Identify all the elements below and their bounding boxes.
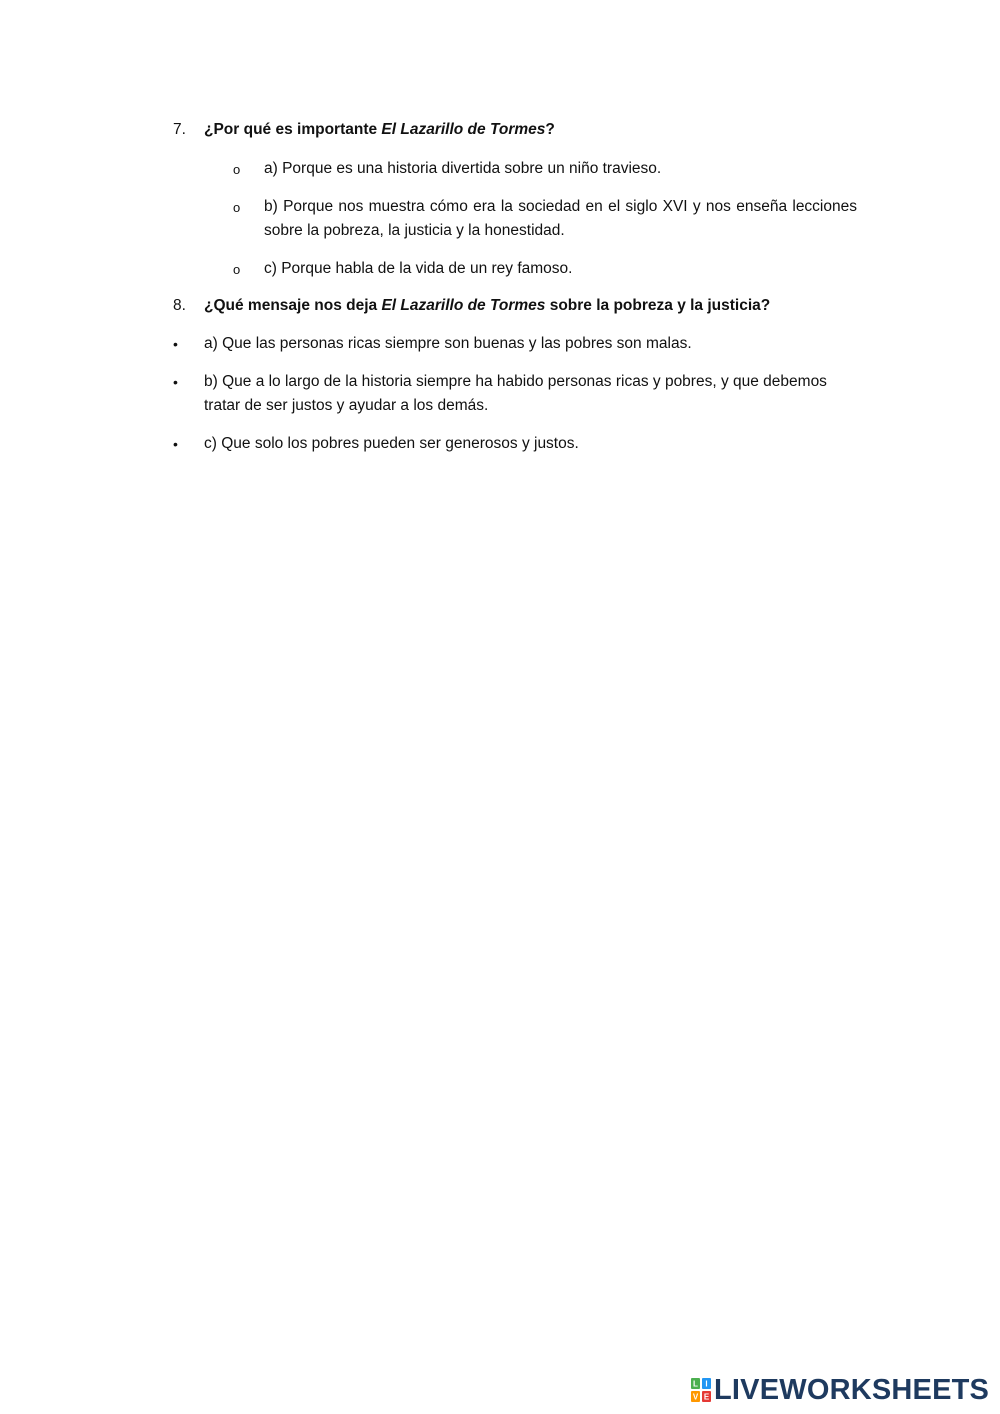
- mark-letter: E: [703, 1392, 710, 1402]
- option-7a[interactable]: [233, 157, 857, 182]
- question-text: [204, 118, 863, 142]
- option-text: b) Porque nos muestra cómo era la sociedad en el siglo XVI y nos enseña lecciones sobre la pobreza, la justicia y la honestidad.: [264, 198, 857, 239]
- option-text: c) Que solo los pobres pueden ser generosos y justos.: [204, 435, 579, 452]
- option-7c[interactable]: [233, 257, 857, 282]
- question-8: [173, 294, 863, 318]
- question-text-part: ¿Qué mensaje nos deja: [204, 297, 382, 314]
- question-text-part: ¿Por qué es importante: [204, 121, 382, 138]
- circle-bullet-icon: o: [233, 200, 241, 215]
- circle-bullet-icon: o: [233, 162, 241, 177]
- option-7b[interactable]: [233, 195, 857, 243]
- live-mark-icon: [691, 1378, 711, 1402]
- question-number: 7.: [173, 121, 186, 138]
- book-title: El Lazarillo de Tormes: [381, 121, 546, 138]
- question-number: 8.: [173, 297, 186, 314]
- liveworksheets-logo: [691, 1375, 989, 1405]
- option-text: b) Que a lo largo de la historia siempre ha habido personas ricas y pobres, y que debemos tratar de ser justos y ayudar a los demás.: [204, 373, 827, 414]
- question-7: [173, 118, 863, 142]
- option-8c[interactable]: [173, 432, 858, 456]
- mark-letter: L: [693, 1379, 698, 1389]
- option-text: a) Que las personas ricas siempre son buenas y las pobres son malas.: [204, 335, 692, 352]
- mark-letter: I: [705, 1379, 708, 1389]
- circle-bullet-icon: o: [233, 262, 241, 277]
- option-text: a) Porque es una historia divertida sobre un niño travieso.: [264, 160, 662, 177]
- question-text-part: sobre la pobreza y la justicia?: [545, 297, 771, 314]
- option-8b[interactable]: [173, 370, 858, 418]
- book-title: El Lazarillo de Tormes: [381, 297, 546, 314]
- question-text-part: ?: [545, 121, 555, 138]
- bullet-icon: •: [173, 336, 178, 352]
- option-text: c) Porque habla de la vida de un rey famoso.: [264, 260, 573, 277]
- option-8a[interactable]: [173, 332, 858, 356]
- logo-text: LIVEWORKSHEETS: [714, 1374, 990, 1406]
- bullet-icon: •: [173, 374, 178, 390]
- question-text: [204, 294, 863, 318]
- mark-letter: V: [692, 1392, 699, 1402]
- bullet-icon: •: [173, 436, 178, 452]
